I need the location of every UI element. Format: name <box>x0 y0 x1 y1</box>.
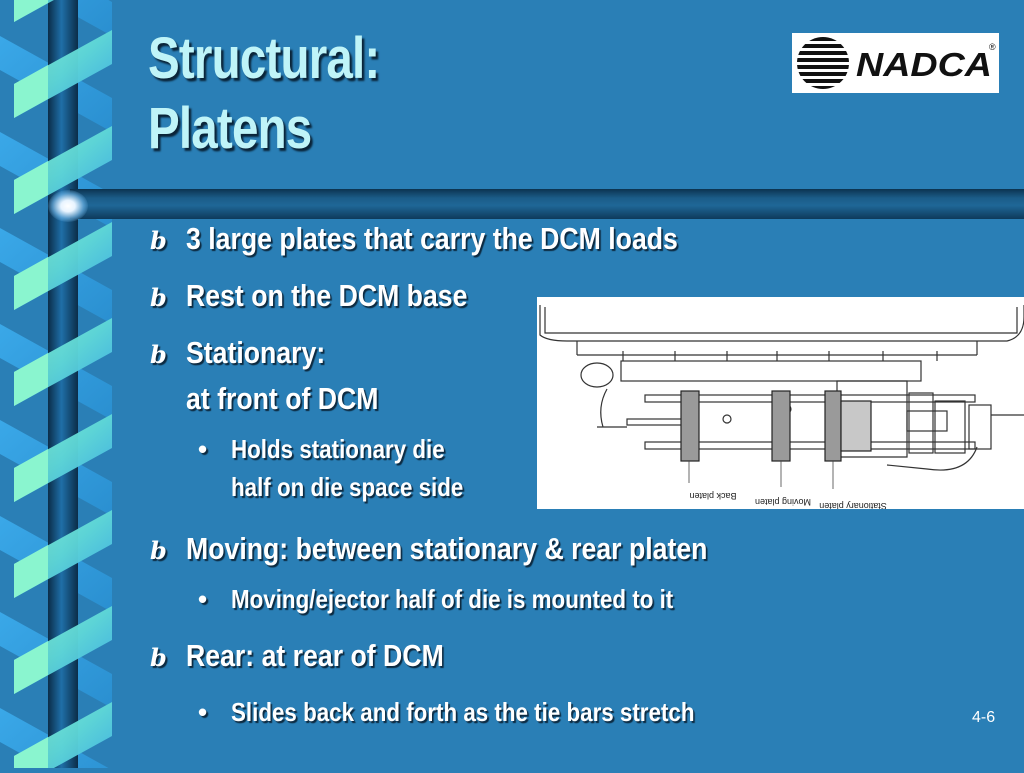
title-line-2: Platens <box>148 96 312 161</box>
sub-bullet-dot-icon: • <box>198 434 208 464</box>
bullet-text-line: Moving: between stationary & rear platen <box>186 531 708 566</box>
bullet-text-line: 3 large plates that carry the DCM loads <box>186 221 678 256</box>
diagram-label-moving-platen: Moving platen <box>754 497 812 507</box>
nadca-logo <box>792 33 999 93</box>
die-casting-machine-drawing <box>537 297 1024 509</box>
bullet-marker-icon: b <box>150 536 167 565</box>
bullet-text <box>186 330 379 422</box>
bullet-marker-icon: b <box>150 643 167 672</box>
logo-wordmark: NADCA <box>856 46 992 83</box>
bullet-text <box>186 216 678 262</box>
sub-bullet-dot-icon: • <box>198 584 208 614</box>
bullet-text <box>186 526 707 572</box>
bullet-text-line: Holds stationary die <box>231 434 445 464</box>
bullet-text <box>231 430 463 506</box>
diagram-label-stationary-platen: Stationary platen <box>819 501 887 509</box>
page-number: 4-6 <box>972 709 996 726</box>
ribbon-graphic <box>0 0 112 768</box>
bullet-marker-icon: b <box>150 283 167 312</box>
bullet-text <box>231 580 673 618</box>
bullet-text <box>231 693 694 731</box>
sub-bullet-dot-icon: • <box>198 697 208 727</box>
bullet-text-line: at front of DCM <box>186 381 379 416</box>
title-line-1: Structural: <box>148 26 380 91</box>
bullet-text <box>186 633 444 679</box>
bullet-text-line: Moving/ejector half of die is mounted to it <box>231 584 674 614</box>
divider-glow-highlight <box>48 190 88 222</box>
bullet-text-line: half on die space side <box>231 472 464 502</box>
nadca-logo-graphic <box>792 33 999 93</box>
bullet-text-line: Slides back and forth as the tie bars stretch <box>231 697 695 727</box>
globe-icon <box>792 37 854 90</box>
decorative-ribbon-band <box>0 0 112 768</box>
bullet-text-line: Rest on the DCM base <box>186 278 468 313</box>
bullet-marker-icon: b <box>150 226 167 255</box>
bullet-marker-icon: b <box>150 340 167 369</box>
diagram-label-back-platen: Back platen <box>689 491 737 501</box>
header-divider-bar <box>70 189 1024 219</box>
bullet-text-line: Stationary: <box>186 335 326 370</box>
platen-diagram-image <box>537 297 1024 509</box>
bullet-text-line: Rear: at rear of DCM <box>186 638 444 673</box>
registered-mark: ® <box>989 42 996 52</box>
bullet-text <box>186 273 467 319</box>
slide-title <box>148 24 379 164</box>
